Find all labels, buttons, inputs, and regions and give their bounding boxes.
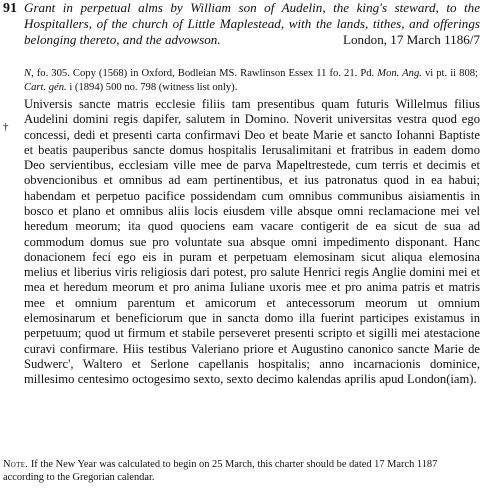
source-cart-gen-ref: i (1894) 500 no. 798 (witness list only). (66, 81, 238, 93)
entry-place-date: London, 17 March 1186/7 (343, 31, 480, 47)
source-n-ref: N (24, 68, 32, 79)
source-cart-gen: Cart. gén. (24, 81, 67, 93)
source-citation (24, 67, 478, 94)
source-mon-ang: Mon. Ang. (377, 68, 422, 79)
entry-number: 91 (3, 1, 17, 16)
note-text: If the New Year was calculated to begin on 25 March, this charter should be dated 17 March 1187 according to the Gregorian calendar. (3, 459, 438, 484)
entry-heading (24, 0, 480, 47)
note-label: Note. (3, 459, 29, 470)
source-fo: , fo. 305. Copy (1568) in Oxford, Bodleian MS. Rawlinson Essex 11 fo. 21. Pd. (31, 68, 378, 79)
margin-dagger-mark: † (3, 121, 9, 133)
source-mon-ang-ref: vi pt. ii 808; (421, 68, 478, 79)
editorial-note (3, 458, 479, 485)
charter-text: Universis sancte matris ecclesie filiis tam presentibus quam futuris Willelmus filius Audelini domini regis dapifer, salutem in Domino. Noverit universitas vestra quod ego concessi, dedi et presenti carta confirmavi Deo et beate Marie et sancto Iohanni Baptiste et beatis pauperibus sancte domus hospitalis Ierusalimitani et fratribus in eadem domo Deo servientibus, ecclesiam ville mee de parva Mapeltrestede, cum terris et decimis et obvencionibus et omnibus ad eam pertinentibus, et ius patronatus quod in ea habui; habendam et perpetuo pacifice possidendam cum omnibus communibus aisiamentis in bosco et plano et omnibus aliis locis eiusdem ville absque omni reclamacione mei vel heredum meorum; ita quod quociens eam vacare contigerit de ea sicut de sua ad commodum domus sue pro voluntate sua absque omni impedimento disponant. Hanc donacionem feci ego eis in puram et perpetuam elemosinam sicut aliqua elemosina melius et liberius viris religiosis dari potest, pro salute Henrici regis Anglie domini mei et mea et heredum meorum et pro anima Iuliane uxoris mee et pro anima patris et matris mee et omnium parentum et amicorum et antecessorum meorum ut omnium elemosinarum et beneficiorum que in sancta domo illa fuerint participes existamus in perpetuum; quod ut firmum et stabile perseveret presenti scripto et sigilli mei atestacione curavi confirmare. Hiis testibus Valeriano priore et Augustino canonico sancte Marie de Sudwerc', Waltero et Serlone capellanis hospitalis; anno incarnacionis dominice, millesimo centesimo octogesimo sexto, sexto decimo kalendas aprilis apud London(iam). (24, 97, 480, 387)
entry-title: Grant in perpetual alms by William son of Audelin, the king's steward, to the Hospitallers, of the church of Little Maplestead, with the lands, tithes, and offerings belonging thereto, and the advowson. (24, 0, 480, 47)
